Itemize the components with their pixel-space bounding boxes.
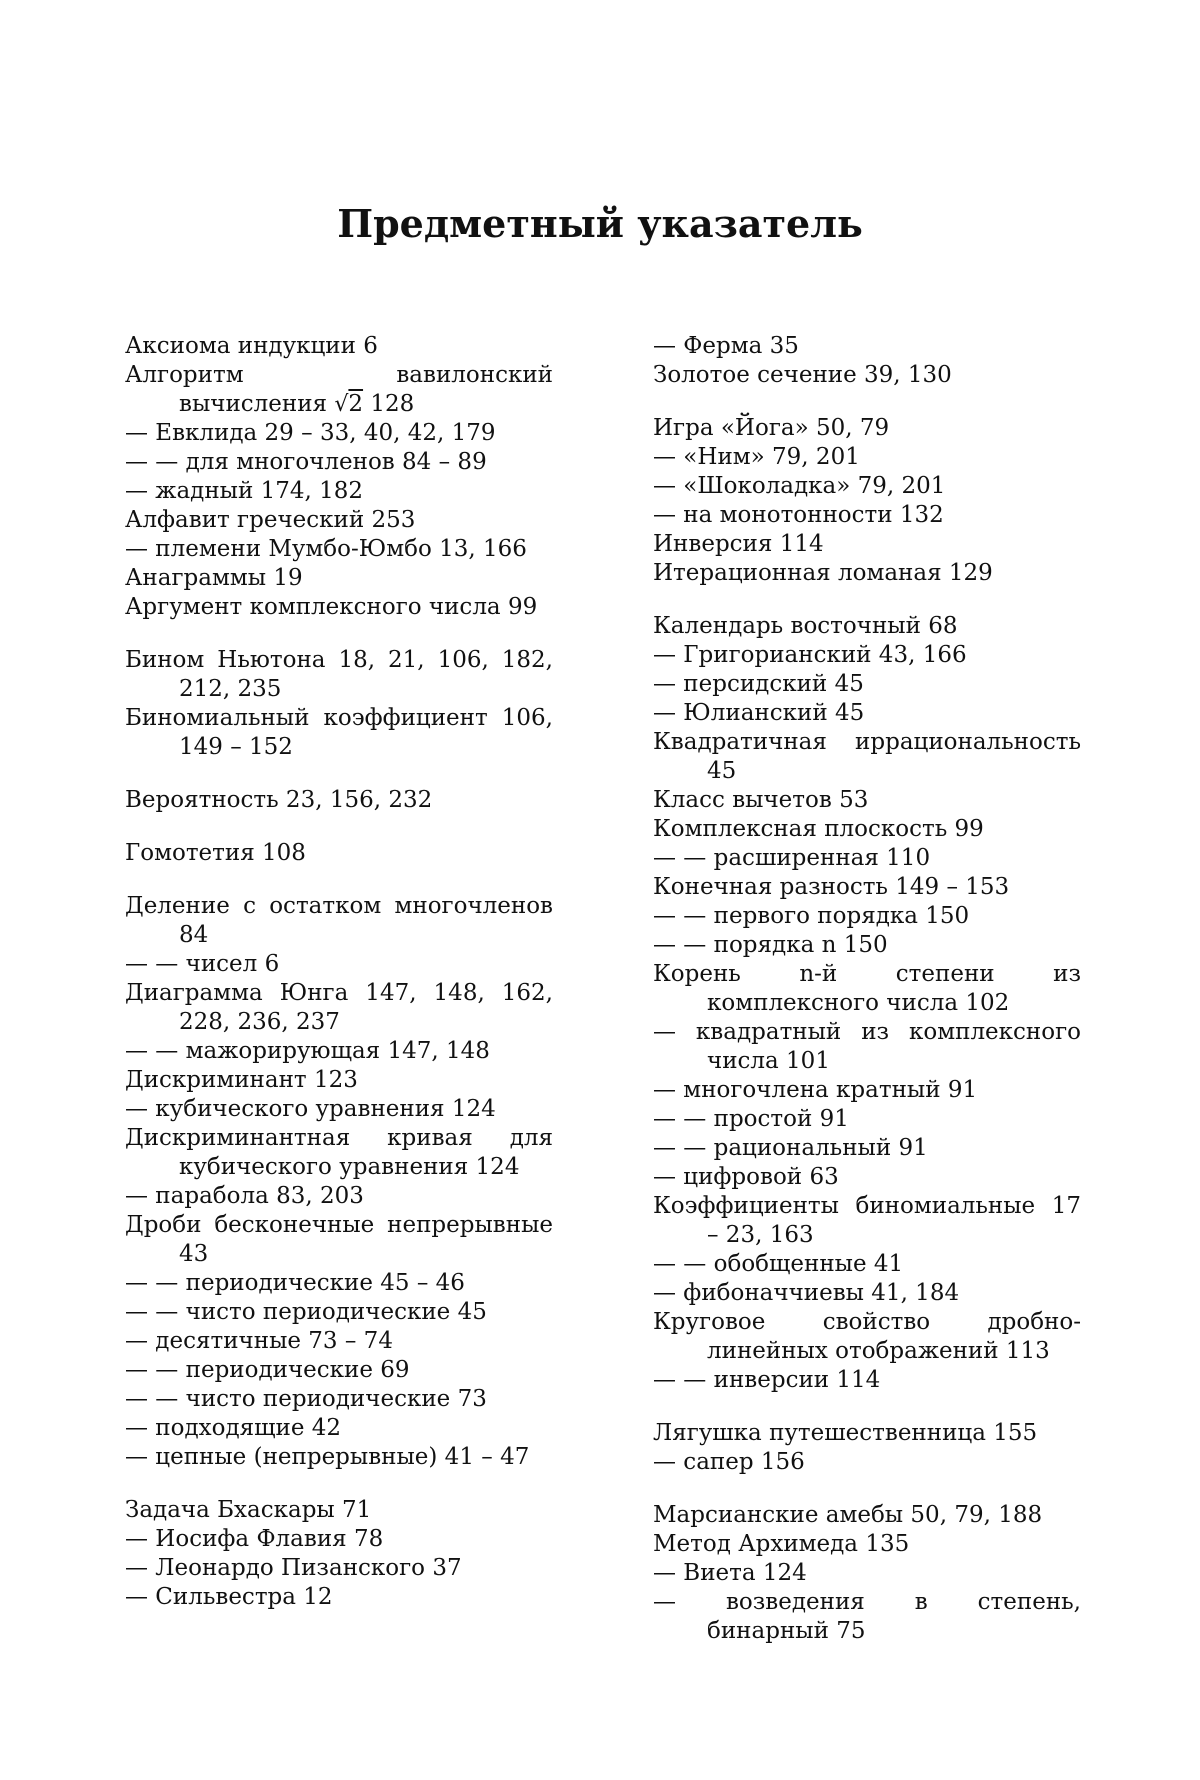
index-entry: Деление с остатком многочленов 84 [125, 893, 553, 948]
index-entry: Коэффициенты биномиальные 17 – 23, 163 [653, 1193, 1081, 1248]
index-entry: — «Ним» 79, 201 [653, 444, 860, 470]
index-entry: — — первого порядка 150 [653, 903, 970, 929]
index-entry: — — обобщенные 41 [653, 1251, 904, 1277]
index-entry: Класс вычетов 53 [653, 787, 869, 813]
index-entry: Игра «Йога» 50, 79 [653, 415, 890, 441]
index-entry: — Виета 124 [653, 1560, 807, 1586]
index-entry: — Ферма 35 [653, 333, 799, 359]
index-entry: — Иосифа Флавия 78 [125, 1526, 384, 1552]
index-entry: — многочлена кратный 91 [653, 1077, 978, 1103]
index-entry: — — рациональный 91 [653, 1135, 928, 1161]
index-entry: Алгоритм вавилонский вычисления √2 128 [125, 362, 553, 417]
index-entry: Диаграмма Юнга 147, 148, 162, 228, 236, 237 [125, 980, 553, 1035]
index-entry: — на монотонности 132 [653, 502, 944, 528]
index-entry: Дроби бесконечные непрерывные 43 [125, 1212, 553, 1267]
index-entry: Бином Ньютона 18, 21, 106, 182, 212, 235 [125, 647, 553, 702]
index-entry: — «Шоколадка» 79, 201 [653, 473, 946, 499]
index-entry: Биномиальный коэффициент 106, 149 – 152 [125, 705, 553, 760]
index-entry: — подходящие 42 [125, 1415, 342, 1441]
index-entry: Алфавит греческий 253 [125, 507, 416, 533]
section-gap [653, 1395, 1081, 1419]
index-entry: Итерационная ломаная 129 [653, 560, 993, 586]
index-column-right [653, 332, 1081, 1646]
index-entry: — Григорианский 43, 166 [653, 642, 967, 668]
index-entry: — цифровой 63 [653, 1164, 839, 1190]
index-entry: — сапер 156 [653, 1449, 805, 1475]
index-entry: — — периодические 69 [125, 1357, 410, 1383]
index-entry: — — для многочленов 84 – 89 [125, 449, 487, 475]
index-entry: Задача Бхаскары 71 [125, 1497, 372, 1523]
index-entry: — — чисто периодические 45 [125, 1299, 487, 1325]
index-entry: — — расширенная 110 [653, 845, 931, 871]
index-entry: — Юлианский 45 [653, 700, 865, 726]
index-entry: Круговое свойство дробно-линейных отображений 113 [653, 1309, 1081, 1364]
index-entry: — Леонардо Пизанского 37 [125, 1555, 462, 1581]
index-entry: Вероятность 23, 156, 232 [125, 787, 433, 813]
index-entry: Золотое сечение 39, 130 [653, 362, 952, 388]
index-entry: — племени Мумбо-Юмбо 13, 166 [125, 536, 527, 562]
index-entry: — десятичные 73 – 74 [125, 1328, 393, 1354]
index-entry: Аргумент комплексного числа 99 [125, 594, 538, 620]
index-entry: — квадратный из комплексного числа 101 [653, 1019, 1081, 1074]
index-entry: Дискриминант 123 [125, 1067, 358, 1093]
index-entry: Марсианские амебы 50, 79, 188 [653, 1502, 1043, 1528]
index-entry: — Сильвестра 12 [125, 1584, 333, 1610]
section-gap [125, 622, 553, 646]
index-entry: — — мажорирующая 147, 148 [125, 1038, 490, 1064]
index-column-left [125, 332, 553, 1612]
index-entry: — — порядка n 150 [653, 932, 888, 958]
index-entry: Аксиома индукции 6 [125, 333, 378, 359]
page-title: Предметный указатель [337, 201, 863, 246]
section-gap [653, 390, 1081, 414]
index-entry: Лягушка путешественница 155 [653, 1420, 1038, 1446]
index-entry: Метод Архимеда 135 [653, 1531, 910, 1557]
index-entry: — — простой 91 [653, 1106, 849, 1132]
section-gap [653, 1477, 1081, 1501]
index-entry: — фибоначчиевы 41, 184 [653, 1280, 960, 1306]
index-entry: — кубического уравнения 124 [125, 1096, 496, 1122]
index-entry: Комплексная плоскость 99 [653, 816, 984, 842]
section-gap [653, 588, 1081, 612]
index-entry: Анаграммы 19 [125, 565, 303, 591]
index-entry: — — чисел 6 [125, 951, 280, 977]
section-gap [125, 868, 553, 892]
index-entry: Конечная разность 149 – 153 [653, 874, 1010, 900]
index-entry: Корень n-й степени из комплексного числа 102 [653, 961, 1081, 1016]
index-entry: — Евклида 29 – 33, 40, 42, 179 [125, 420, 496, 446]
index-entry: Гомотетия 108 [125, 840, 306, 866]
index-entry: Инверсия 114 [653, 531, 824, 557]
index-entry: Дискриминантная кривая для кубического уравнения 124 [125, 1125, 553, 1180]
section-gap [125, 815, 553, 839]
index-entry: — жадный 174, 182 [125, 478, 364, 504]
index-entry: Календарь восточный 68 [653, 613, 958, 639]
index-entry: — цепные (непрерывные) 41 – 47 [125, 1444, 530, 1470]
section-gap [125, 762, 553, 786]
index-entry: — возведения в степень, бинарный 75 [653, 1589, 1081, 1644]
index-entry: — — периодические 45 – 46 [125, 1270, 465, 1296]
index-entry: — персидский 45 [653, 671, 864, 697]
index-entry: Квадратичная иррациональность 45 [653, 729, 1081, 784]
section-gap [125, 1472, 553, 1496]
index-entry: — — инверсии 114 [653, 1367, 881, 1393]
index-entry: — парабола 83, 203 [125, 1183, 364, 1209]
index-entry: — — чисто периодические 73 [125, 1386, 487, 1412]
